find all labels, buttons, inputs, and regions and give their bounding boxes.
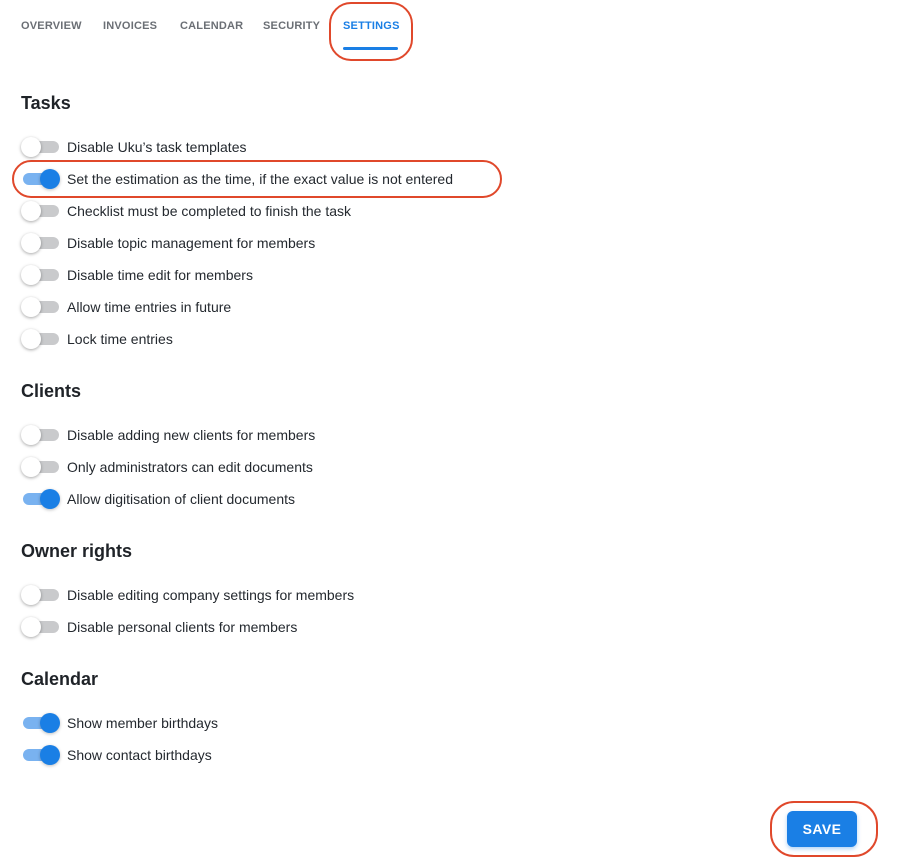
toggle-switch[interactable] [21, 744, 59, 766]
setting-row [21, 711, 218, 735]
toggle-switch[interactable] [21, 712, 59, 734]
setting-label: Disable adding new clients for members [67, 427, 316, 443]
setting-row [21, 231, 315, 255]
setting-label: Checklist must be completed to finish the task [67, 203, 352, 219]
toggle-switch[interactable] [21, 616, 59, 638]
toggle-knob [21, 201, 41, 221]
toggle-knob [21, 233, 41, 253]
tab-calendar[interactable]: CALENDAR [180, 20, 244, 32]
setting-label: Only administrators can edit documents [67, 459, 313, 475]
setting-label: Allow time entries in future [67, 299, 232, 315]
toggle-knob [21, 329, 41, 349]
toggle-knob [21, 585, 41, 605]
setting-row [21, 167, 453, 191]
toggle-switch[interactable] [21, 328, 59, 350]
toggle-knob [40, 713, 60, 733]
setting-label: Allow digitisation of client documents [67, 491, 296, 507]
section-title-calendar: Calendar [21, 669, 99, 689]
toggle-knob [21, 457, 41, 477]
toggle-knob [40, 489, 60, 509]
setting-label: Set the estimation as the time, if the exact value is not entered [67, 171, 453, 187]
setting-label: Disable personal clients for members [67, 619, 298, 635]
toggle-switch[interactable] [21, 264, 59, 286]
setting-label: Disable editing company settings for members [67, 587, 355, 603]
toggle-switch[interactable] [21, 296, 59, 318]
toggle-switch[interactable] [21, 200, 59, 222]
toggle-knob [40, 745, 60, 765]
toggle-knob [40, 169, 60, 189]
setting-label: Show member birthdays [67, 715, 218, 731]
setting-label: Lock time entries [67, 331, 173, 347]
toggle-knob [21, 297, 41, 317]
setting-row [21, 455, 313, 479]
tab-overview[interactable]: OVERVIEW [21, 20, 82, 32]
toggle-switch[interactable] [21, 168, 59, 190]
toggle-knob [21, 617, 41, 637]
setting-row [21, 295, 231, 319]
setting-label: Show contact birthdays [67, 747, 212, 763]
setting-label: Disable topic management for members [67, 235, 316, 251]
setting-row [21, 615, 297, 639]
section-title-owner-rights: Owner rights [21, 541, 133, 561]
toggle-switch[interactable] [21, 488, 59, 510]
toggle-switch[interactable] [21, 232, 59, 254]
setting-row [21, 487, 295, 511]
toggle-switch[interactable] [21, 424, 59, 446]
setting-row [21, 135, 246, 159]
toggle-knob [21, 265, 41, 285]
setting-row [21, 327, 173, 351]
setting-label: Disable Uku’s task templates [67, 139, 247, 155]
toggle-switch[interactable] [21, 456, 59, 478]
section-title-tasks: Tasks [21, 93, 71, 113]
toggle-switch[interactable] [21, 136, 59, 158]
toggle-knob [21, 425, 41, 445]
setting-row [21, 423, 315, 447]
setting-row [21, 583, 354, 607]
save-button[interactable]: SAVE [787, 811, 857, 847]
setting-label: Disable time edit for members [67, 267, 253, 283]
setting-row [21, 743, 212, 767]
tab-invoices[interactable]: INVOICES [103, 20, 158, 32]
tab-settings[interactable]: SETTINGS [343, 20, 400, 32]
active-tab-indicator [343, 47, 398, 50]
setting-row [21, 199, 351, 223]
setting-row [21, 263, 253, 287]
toggle-switch[interactable] [21, 584, 59, 606]
toggle-knob [21, 137, 41, 157]
tab-security[interactable]: SECURITY [263, 20, 321, 32]
section-title-clients: Clients [21, 381, 82, 401]
